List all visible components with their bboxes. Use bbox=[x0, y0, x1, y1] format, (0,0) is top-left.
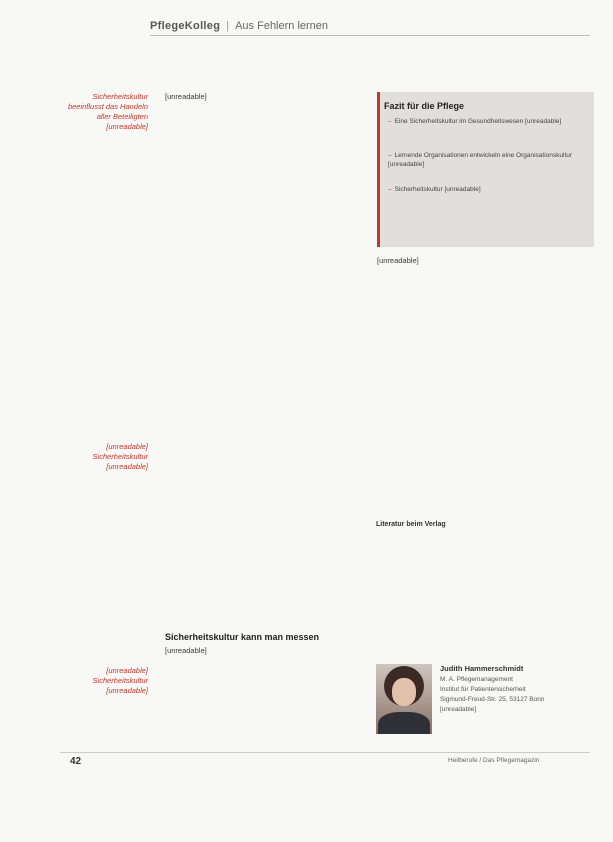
author-photo bbox=[376, 664, 432, 734]
fact-box-item-text: Sicherheitskultur [unreadable] bbox=[394, 186, 481, 193]
literature-credit: Literatur beim Verlag bbox=[376, 521, 446, 528]
fact-box-item-text: Eine Sicherheitskultur im Gesundheitswesen [unreadable] bbox=[394, 118, 562, 125]
author-detail: M. A. Pflegemanagement bbox=[440, 676, 513, 683]
author-detail: Institut für Patientensicherheit bbox=[440, 686, 526, 693]
author-name: Judith Hammerschmidt bbox=[440, 664, 524, 673]
fact-box-title: Fazit für die Pflege bbox=[384, 101, 465, 111]
photo-face bbox=[392, 678, 416, 706]
page-number: 42 bbox=[70, 756, 82, 767]
section-title: Aus Fehlern lernen bbox=[235, 20, 329, 32]
fact-box-item bbox=[388, 186, 584, 195]
fact-box-item-text: Lernende Organisationen entwickeln eine Organisationskultur [unreadable] bbox=[388, 152, 573, 168]
bullet-marker: – bbox=[388, 186, 392, 193]
author-detail: [unreadable] bbox=[440, 706, 477, 713]
pull-quote-2: [unreadable] Sicherheitskultur [unreadable] bbox=[92, 442, 148, 471]
fact-box bbox=[377, 92, 594, 247]
header-rule bbox=[150, 35, 590, 36]
magazine-brand: PflegeKolleg bbox=[150, 20, 221, 32]
bullet-marker: – bbox=[388, 152, 392, 159]
pull-quote-1: Sicherheitskultur beeinflusst das Handeln aller Beteiligten [unreadable] bbox=[67, 92, 148, 131]
section-heading: Sicherheitskultur kann man messen bbox=[165, 632, 320, 642]
photo-body bbox=[378, 712, 430, 734]
author-detail: Sigmund-Freud-Str. 25, 53127 Bonn bbox=[440, 696, 545, 703]
running-header bbox=[150, 20, 328, 32]
body-text-column-2: [unreadable] bbox=[377, 256, 419, 265]
section-body-text: [unreadable] bbox=[165, 646, 207, 655]
fact-box-item bbox=[388, 118, 584, 127]
pull-quote-3: [unreadable] Sicherheitskultur [unreadable] bbox=[92, 666, 148, 695]
footer-rule bbox=[60, 752, 590, 753]
body-text-column-1: [unreadable] bbox=[165, 92, 207, 101]
header-separator: | bbox=[226, 20, 230, 32]
journal-name: Heilberufe / Das Pflegemagazin bbox=[448, 757, 540, 764]
fact-box-item bbox=[388, 152, 584, 169]
bullet-marker: – bbox=[388, 118, 392, 125]
